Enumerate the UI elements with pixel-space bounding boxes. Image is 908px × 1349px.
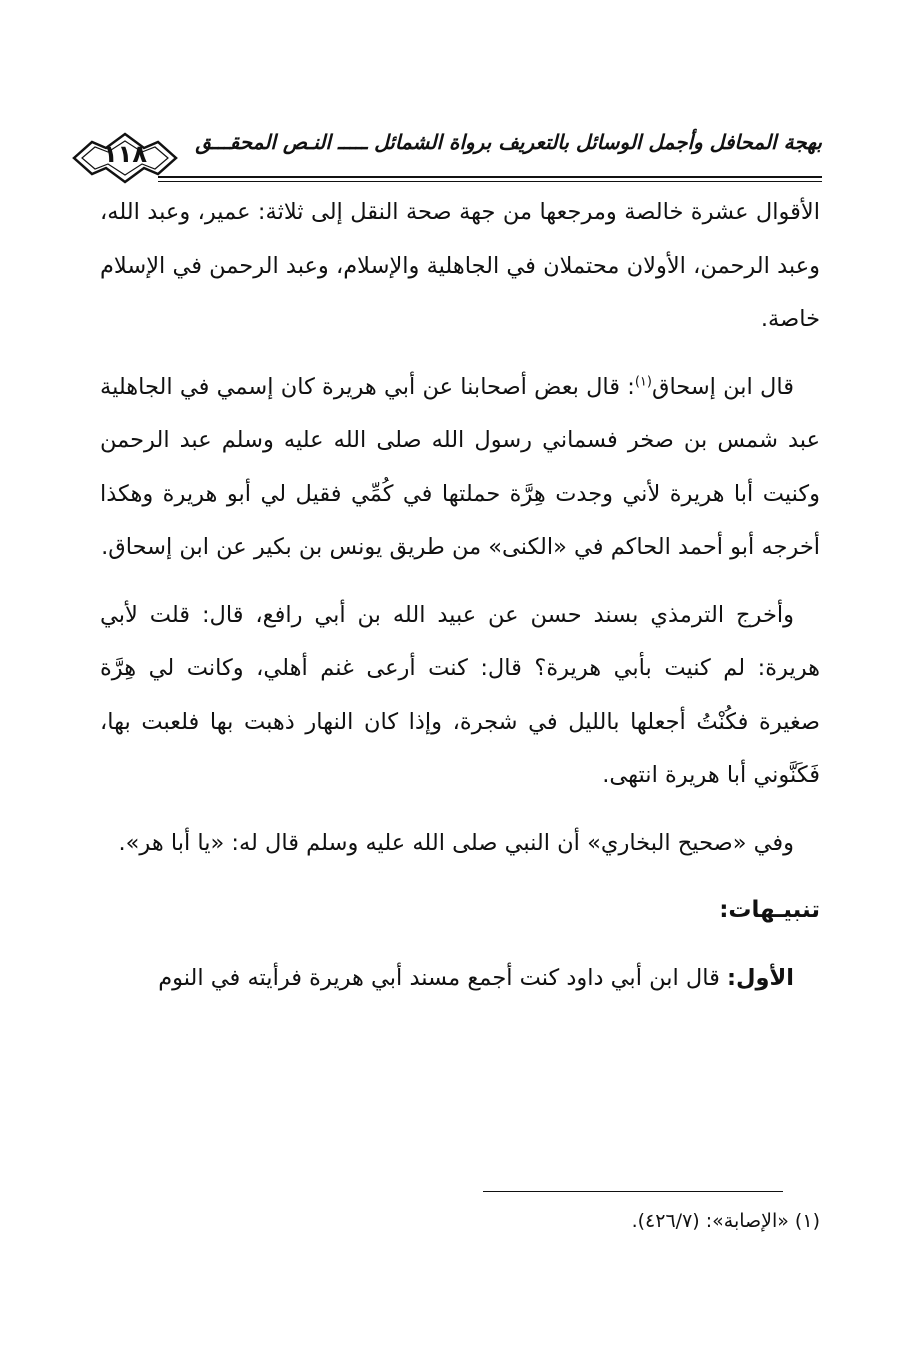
page-number: ١١٨ [103,140,147,168]
section-heading: تنبيـهات: [719,897,820,923]
page-header [70,128,822,186]
header-rule [158,176,822,182]
paragraph-text: قال ابن إسحاق [651,373,794,400]
paragraph: الأقوال عشرة خالصة ومرجعها من جهة صحة النقل إلى ثلاثة: عمير، وعبد الله، وعبد الرحمن، الأولان محتملان في الجاهلية والإسلام، وعبد الرحمن في الإسلام خاصة. [100,199,820,332]
footnote-rule [483,1191,783,1192]
paragraph-text: قال ابن أبي داود كنت أجمع مسند أبي هريرة فرأيته في النوم [158,964,728,991]
main-text [100,186,820,1019]
paragraph-text: : قال بعض أصحابنا عن أبي هريرة كان إسمي في الجاهلية عبد شمس بن صخر فسماني رسول الله صلى الله عليه وسلم عبد الرحمن وكنيت أبا هريرة لأني وجدت هِرَّة حملتها في كُمِّي فقيل لي أبو هريرة وهكذا أخرجه أبو أحمد الحاكم في «الكنى» من طريق يونس بن بكير عن ابن إسحاق. [100,373,820,560]
footnote-reference[interactable]: (١) [634,374,652,389]
paragraph [100,361,820,575]
paragraph-lead: الأول: [727,964,794,991]
footnote: (١) «الإصابة»: (٤٢٦/٧). [631,1210,820,1232]
paragraph [100,952,820,1006]
running-title: بهجة المحافل وأجمل الوسائل بالتعريف برواة الشمائل ـــــ النـص المحقـــق [195,130,822,154]
paragraph: وفي «صحيح البخاري» أن النبي صلى الله عليه وسلم قال له: «يا أبا هر». [118,829,794,856]
paragraph: وأخرج الترمذي بسند حسن عن عبيد الله بن أبي رافع، قال: قلت لأبي هريرة: لم كنيت بأبي هريرة؟ قال: كنت أرعى غنم أهلي، وكانت لي هِرَّة صغيرة فكُنْتُ أجعلها بالليل في شجرة، وإذا كان النهار ذهبت بها فلعبت بها، فَكَنَّوني أبا هريرة انتهى. [100,601,820,788]
